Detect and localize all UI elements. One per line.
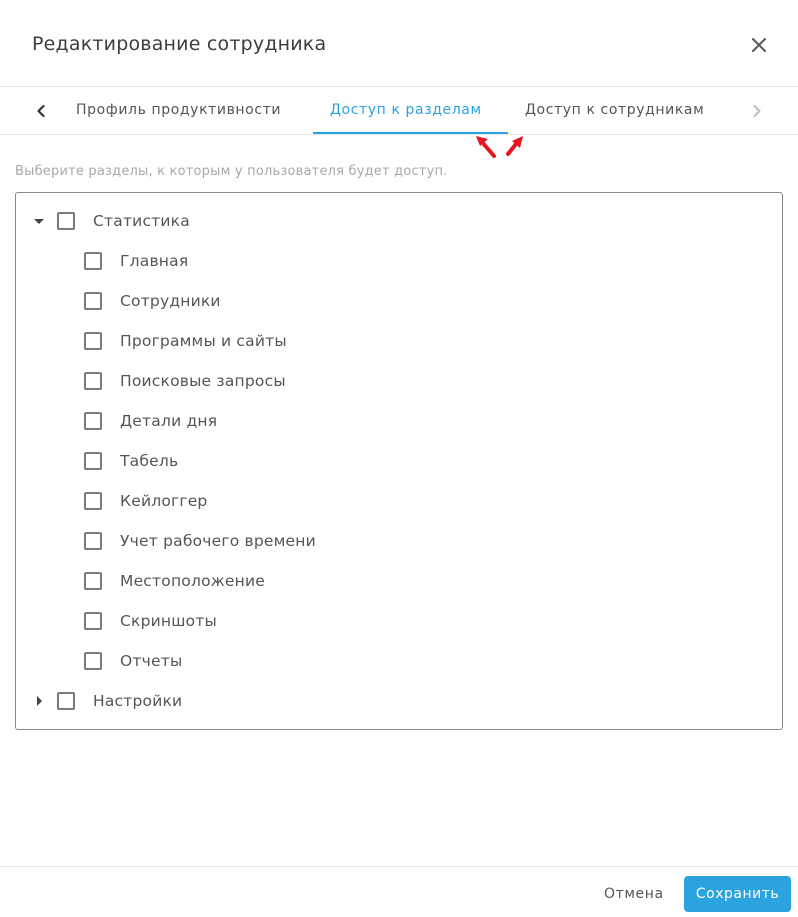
annotation-arrow-left-icon — [476, 136, 494, 156]
checkbox[interactable] — [84, 412, 102, 430]
checkbox[interactable] — [84, 292, 102, 310]
tab-bar — [0, 87, 798, 135]
checkbox[interactable] — [84, 372, 102, 390]
tree-item-label: Скриншоты — [120, 612, 217, 630]
tree-group-settings[interactable] — [31, 687, 182, 715]
checkbox[interactable] — [57, 692, 75, 710]
tree-item[interactable] — [84, 367, 286, 395]
sections-tree — [15, 192, 783, 730]
annotation-arrow-right-icon — [508, 136, 523, 154]
tree-item-label: Кейлоггер — [120, 492, 208, 510]
active-tab-indicator — [313, 132, 508, 134]
tree-item[interactable] — [84, 447, 178, 475]
tree-item[interactable] — [84, 327, 287, 355]
tree-group-label: Статистика — [93, 212, 190, 230]
tabs-next-button[interactable] — [745, 99, 769, 123]
tree-item[interactable] — [84, 287, 221, 315]
checkbox[interactable] — [84, 572, 102, 590]
close-icon — [744, 30, 774, 60]
tree-item-label: Главная — [120, 252, 189, 270]
tree-item-label: Местоположение — [120, 572, 265, 590]
chevron-left-icon — [29, 108, 53, 127]
tree-item[interactable] — [84, 567, 265, 595]
tree-item-label: Табель — [120, 452, 179, 470]
checkbox[interactable] — [84, 332, 102, 350]
checkbox[interactable] — [84, 652, 102, 670]
caret-down-icon[interactable] — [31, 213, 47, 229]
tab-productivity-profile[interactable]: Профиль продуктивности — [76, 102, 282, 118]
checkbox[interactable] — [84, 612, 102, 630]
tree-item-label: Учет рабочего времени — [120, 532, 316, 550]
tree-item-label: Программы и сайты — [120, 332, 287, 350]
tree-item[interactable] — [84, 527, 316, 555]
chevron-right-icon — [745, 108, 769, 127]
tree-item[interactable] — [84, 647, 182, 675]
tree-item[interactable] — [84, 607, 217, 635]
checkbox[interactable] — [84, 492, 102, 510]
tree-group-label: Настройки — [93, 692, 183, 710]
tab-employee-access[interactable]: Доступ к сотрудникам — [525, 102, 705, 118]
tabs-prev-button[interactable] — [29, 99, 53, 123]
checkbox[interactable] — [84, 532, 102, 550]
cancel-button[interactable]: Отмена — [596, 877, 672, 911]
dialog-footer — [0, 866, 798, 917]
tree-item[interactable] — [84, 247, 188, 275]
checkbox[interactable] — [57, 212, 75, 230]
caret-right-icon[interactable] — [31, 693, 47, 709]
tree-item-label: Сотрудники — [120, 292, 221, 310]
save-button[interactable]: Сохранить — [684, 876, 791, 912]
tree-group-statistics[interactable] — [31, 207, 190, 235]
dialog-title: Редактирование сотрудника — [32, 33, 327, 55]
dialog-header — [0, 0, 798, 87]
close-button[interactable] — [744, 30, 774, 60]
tab-section-access[interactable]: Доступ к разделам — [330, 102, 482, 118]
section-hint: Выберите разделы, к которым у пользователя будет доступ. — [15, 164, 448, 179]
tree-item-label: Поисковые запросы — [120, 372, 286, 390]
checkbox[interactable] — [84, 452, 102, 470]
tree-item[interactable] — [84, 407, 217, 435]
checkbox[interactable] — [84, 252, 102, 270]
tree-item-label: Детали дня — [120, 412, 218, 430]
tree-item-label: Отчеты — [120, 652, 183, 670]
tree-item[interactable] — [84, 487, 207, 515]
